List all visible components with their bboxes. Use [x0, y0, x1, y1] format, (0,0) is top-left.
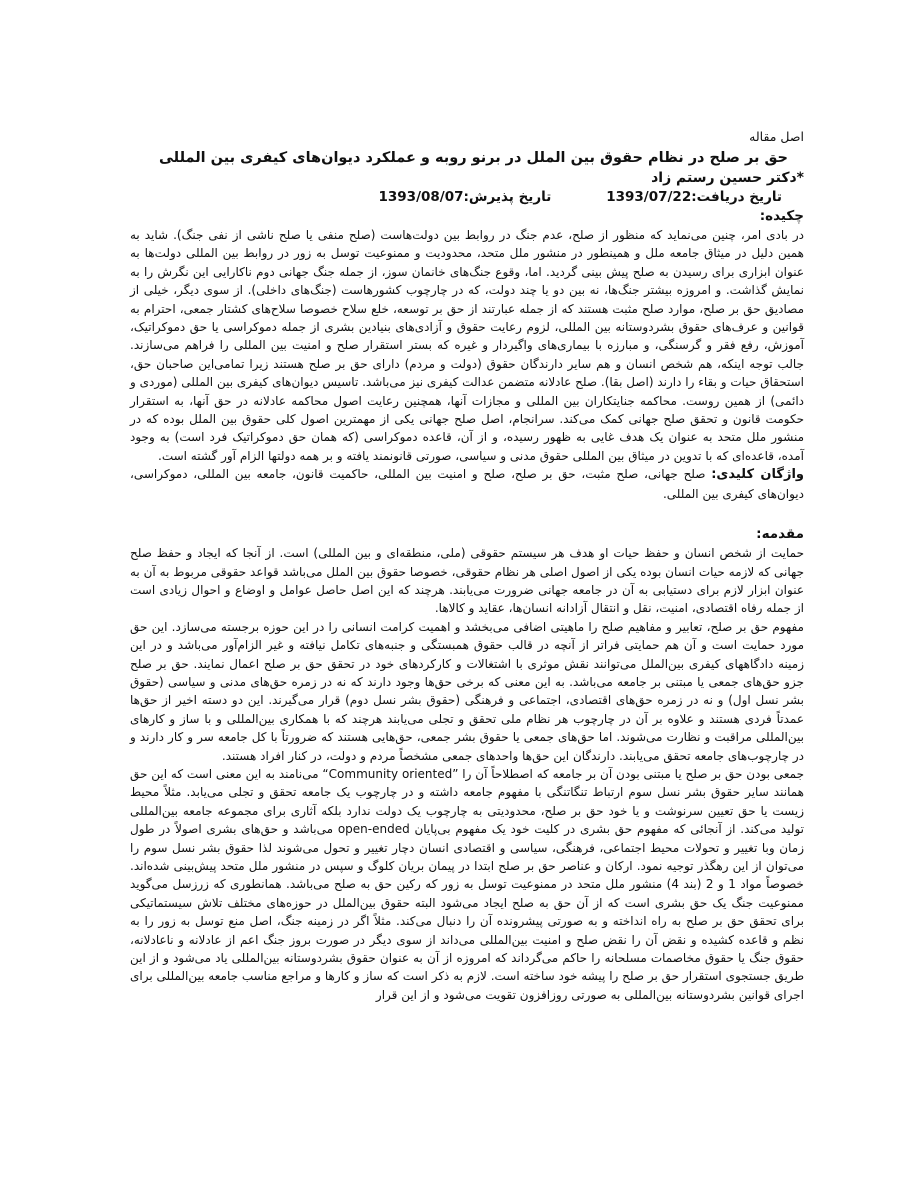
section-label: اصل مقاله — [749, 129, 804, 144]
abstract-text: در بادی امر، چنین می‌نماید که منظور از صلح، عدم جنگ در روابط بین دولت‌هاست (صلح منفی یا صلح ناشی از نفی جنگ). شاید به همین دلیل در میثاق جامعه ملل و همینطور در منشور ملل متحد، محدودیت و ممنوعیت توسل به زور در روابط بین المللی دولت‌ها به عنوان ابزاری برای رسیدن به صلح پیش بینی گردید. اما، وقوع جنگ‌های خانمان سوز، از جمله جنگ جهانی دوم ناکارایی این نگرش را به نمایش گذاشت. و امروزه بیشتر جنگ‌ها، نه بین دو یا چند دولت، که در چارچوب کشورهاست (جنگ‌های داخلی). از سوی دیگر، خیلی از مصادیق حق بر صلح، موارد صلح مثبت هستند که از جمله عبارتند از حق بر توسعه، خلع سلاح خصوصا سلاح‌های کشتار جمعی، احترام به قوانین و عرف‌های حقوق بشردوستانه بین المللی، لزوم رعایت حقوق و آزادی‌های بنیادین بشری از جمله دموکراسی یا حق دموکراتیک، آموزش، رفع فقر و گرسنگی، و مبارزه با بیماری‌های واگیردار و غیره که بستر استقرار صلح و امنیت بین المللی را فراهم می‌سازند. جالب توجه اینکه، هم شخص انسان و هم سایر دارندگان حقوق (دولت و مردم) دارای حق بر صلح هستند زیرا تمامی‌این صاحبان حق، استحقاق حیات و بقاء را دارند (اصل بقا). صلح عادلانه متضمن عدالت کیفری نیز می‌باشد. تاسیس دیوان‌های کیفری بین المللی (موردی و دائمی) از همین روست. محاکمه جنایتکاران بین المللی و مجازات آنها، همچنین رعایت اصول محاکمه عادلانه در حق آنها، به استقرار حکومت قانون و تحقق صلح جهانی کمک می‌کند. سرانجام، اصل صلح جهانی یکی از مهمترین اصول کلی حقوق بین الملل بوده که در منشور ملل متحد به عنوان یک هدف غایی به ظهور رسیده، و از آن، قاعده دموکراسی (که همان حق دموکراتیک فرد است) به وجود آمده، قاعده‌ای که با تدوین در میثاق بین المللی حقوق مدنی و سیاسی، صورتی قانونمند یافته و بر همه دولتها الزام آور گشته است. — [130, 228, 804, 463]
article-page — [130, 128, 804, 1004]
accepted-date: تاریخ پذیرش:1393/08/07 — [378, 189, 552, 205]
keywords — [130, 465, 804, 503]
dates-line — [130, 188, 804, 207]
article-title: حق بر صلح در نظام حقوق بین الملل در برنو روبه و عملکرد دیوان‌های کیفری بین المللی — [158, 150, 788, 166]
intro-heading: مقدمه: — [756, 526, 804, 543]
section-gap — [130, 503, 804, 525]
intro-paragraph: جمعی بودن حق بر صلح یا مبتنی بودن آن بر جامعه که اصطلاحاً آن را ”Community oriented“ می‌نامند به این معنی است که این حق همانند سایر حقوق بشر نسل سوم ارتباط تنگاتنگی با مفهوم جامعه داشته و در چارچوب یک جامعه تحقق و تجلی می‌یابد. مثلاً محیط زیست یا حق تعیین سرنوشت و یا خود حق بر صلح، محدودیتی به چارچوب یک دولت ندارد بلکه آثاری برای مجموعه جامعه بین‌المللی تولید می‌کند. از آنجائی که مفهوم حق بشری در کلیت خود یک مفهوم بی‌پایان open-ended می‌باشد و حق‌های بشری اصولاً در طول زمان وبا تغییر و تحولات محیط اجتماعی، فرهنگی، سیاسی و اقتصادی انسان دچار تغییر و تحول می‌شوند لذا حقوق بشر نسل سوم را می‌توان از این رهگذر توجیه نمود. ارکان و عناصر حق بر صلح ابتدا در پیمان بریان کلوگ و سپس در منشور ملل متحد پیش‌بینی شده‌اند. خصوصاً مواد 1 و 2 (بند 4) منشور ملل متحد در ممنوعیت توسل به زور که رکین حق به صلح می‌باشد. همانطوری که زرزسل می‌گوید ممنوعیت جنگ یک حق بشری است که از آن حق به صلح ایجاد می‌شود البته حقوق بین‌الملل در حوزه‌های مختلف تلاش سیستماتیکی برای تحقق حق بر صلح به راه انداخته و به صورتی پیشرونده آن را دنبال می‌کند. مثلاً اگر در زمینه جنگ، اصل منع توسل به زور را به نظم و قاعده کشیده و نقض آن را نقض صلح و امنیت بین‌المللی می‌داند از سوی دیگر در صورت بروز جنگ اعم از عادلانه و ناعادلانه، حقوق جنگ یا حقوق مخاصمات مسلحانه را حاکم می‌گرداند که امروزه از آن به عنوان حقوق بشردوستانه بین‌المللی یاد می‌شود و از این طریق جستجوی استقرار حق بر صلح را پیشه خود ساخته است. لازم به ذکر است که ساز و کارها و مراجع مناسب جامعه بین‌المللی برای اجرای قوانین بشردوستانه بین‌المللی به صورتی روزافزون تقویت می‌شود و از این قرار — [130, 766, 804, 1002]
received-date: تاریخ دریافت:1393/07/22 — [606, 189, 782, 205]
keywords-text: صلح جهانی، صلح مثبت، حق بر صلح، صلح و امنیت بین المللی، حاکمیت قانون، جامعه بین المللی، دموکراسی، دیوان‌های کیفری بین المللی. — [130, 467, 804, 501]
keywords-label: واژگان کلیدی: — [711, 467, 804, 483]
abstract-heading: چکیده: — [759, 208, 804, 224]
intro-paragraph: مفهوم حق بر صلح، تعابیر و مفاهیم صلح را ماهیتی اضافی می‌بخشد و اهمیت کرامت انسانی را در این حوزه برجسته می‌سازد. این حق مورد حمایت است و آن هم حمایتی فراتر از آنچه در قالب حقوق همبستگی و جنبه‌های تکامل نیافته و غیر الزام‌آور می‌باشد و در این زمینه دادگاههای کیفری بین‌الملل می‌توانند نقش موثری با اشتغالات و کارکردهای خود در تحقق حق بر صلح اعمال نمایند. حق بر صلح جزو حق‌های جمعی یا مبتنی بر جامعه می‌باشد. به این معنی که برخی حق‌ها وجود دارند که نه در زمره حق‌های مدنی و سیاسی (حقوق بشر نسل اول) و نه در زمره حق‌های اقتصادی، اجتماعی و فرهنگی (حقوق بشر نسل دوم) قرار می‌گیرند. این دو دسته اخیر از حق‌ها عمدتاً فردی هستند و علاوه بر آن در چارچوب هر نظام ملی تحقق و تجلی می‌یابند هرچند که با همکاری بین‌المللی و با ساز و کارهای بین‌المللی مراقبت و نظارت می‌شوند. اما حق‌های جمعی یا حقوق بشر جمعی، حق‌هایی هستند که ضرورتاً با کل جامعه سر و کار دارند و در چارچوب‌های جامعه تحقق می‌یابند. دارندگان این حق‌ها واحدهای جمعی مشخصاً مردم و دولت، در کنار افراد هستند. — [130, 619, 804, 763]
author-name: *دکتر حسین رستم زاد — [651, 170, 804, 186]
intro-paragraph: حمایت از شخص انسان و حفظ حیات او هدف هر سیستم حقوقی (ملی، منطقه‌ای و بین المللی) است. از آنجا که ایجاد و حفظ صلح جهانی که لازمه حیات انسان بوده یکی از اصول اصلی هر نظام حقوقی، خصوصا حقوق بین الملل می‌باشد قواعد حقوقی مربوط به آن به عنوان ابزار لازم برای دستیابی به آن در جامعه جهانی ضرورت می‌یابند. هرچند که این اصل حاصل عوامل و اوضاع و احوال زیادی است از جمله رفاه اقتصادی، امنیت، نقل و انتقال آزادانه انسان‌ها، عقاید و کالاها. — [130, 546, 804, 616]
